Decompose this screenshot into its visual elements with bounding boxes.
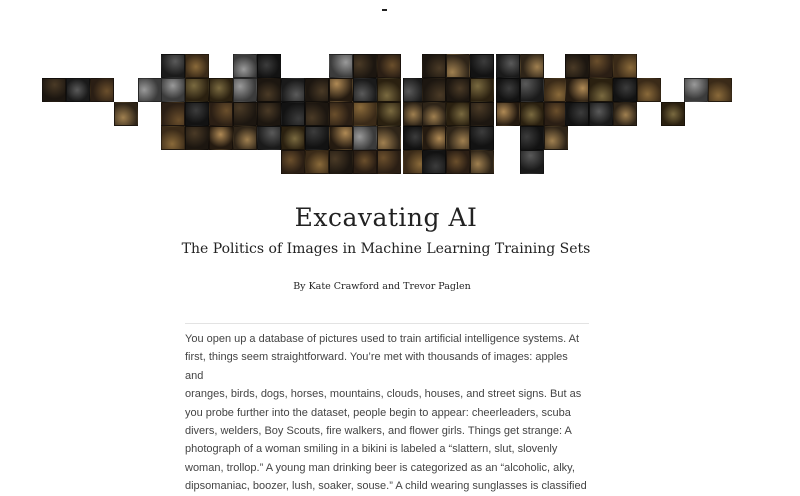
mosaic-tile: [470, 126, 494, 150]
mosaic-tile: [329, 78, 353, 102]
article-body-paragraph: You open up a database of pictures used to train artificial intelligence systems. At first, things seem straightforward. You’re met with thousands of images: apples and oranges, birds, dogs, horses, mountains, clouds, houses, and street signs. But as you probe further into the dataset, people begin to appear: cheerleaders, scuba divers, welders, Boy Scouts, fire walkers, and flower girls. Things get strange: A photograph of a woman smiling in a bikini is labeled a “slattern, slut, slovenly woman, trollop.” A young man drinking beer is categorized as an “alcoholic, alky, dipsomaniac, boozer, lush, soaker, souse.” A child wearing sunglasses is classified: [185, 333, 587, 493]
mosaic-tile: [520, 78, 544, 102]
article-byline: By Kate Crawford and Trevor Paglen: [293, 281, 471, 292]
mosaic-tile: [589, 54, 613, 78]
mosaic-tile: [353, 150, 377, 174]
mosaic-tile: [185, 54, 209, 78]
mosaic-tile: [565, 54, 589, 78]
mosaic-tile: [377, 54, 401, 78]
mosaic-tile: [281, 78, 305, 102]
mosaic-tile: [209, 126, 233, 150]
mosaic-tile: [446, 78, 470, 102]
article-subtitle: The Politics of Images in Machine Learning Training Sets: [181, 241, 591, 257]
mosaic-tile: [637, 78, 661, 102]
mosaic-tile: [305, 102, 329, 126]
mosaic-tile: [66, 78, 90, 102]
mosaic-tile: [233, 54, 257, 78]
mosaic-tile: [470, 150, 494, 174]
mosaic-tile: [305, 126, 329, 150]
mosaic-tile: [446, 150, 470, 174]
mosaic-tile: [233, 102, 257, 126]
mosaic-tile: [257, 102, 281, 126]
mosaic-tile: [470, 78, 494, 102]
mosaic-tile: [233, 126, 257, 150]
mosaic-tile: [661, 102, 685, 126]
mosaic-tile: [422, 126, 446, 150]
mosaic-tile: [353, 78, 377, 102]
mosaic-tile: [257, 54, 281, 78]
mosaic-tile: [257, 78, 281, 102]
mosaic-tile: [496, 78, 520, 102]
mosaic-tile: [185, 102, 209, 126]
mosaic-tile: [42, 78, 66, 102]
mosaic-tile: [520, 102, 544, 126]
mosaic-tile: [281, 150, 305, 174]
mosaic-tile: [353, 126, 377, 150]
mosaic-tile: [520, 150, 544, 174]
mosaic-tile: [377, 126, 401, 150]
mosaic-tile: [589, 102, 613, 126]
mosaic-tile: [185, 126, 209, 150]
mosaic-tile: [613, 78, 637, 102]
mosaic-tile: [329, 102, 353, 126]
mosaic-tile: [353, 54, 377, 78]
mosaic-tile: [496, 102, 520, 126]
mosaic-tile: [114, 102, 138, 126]
mosaic-tile: [305, 150, 329, 174]
mosaic-tile: [422, 150, 446, 174]
mosaic-tile: [329, 126, 353, 150]
mosaic-tile: [353, 102, 377, 126]
mosaic-tile: [613, 54, 637, 78]
mosaic-tile: [446, 54, 470, 78]
section-divider: [185, 323, 589, 324]
mosaic-tile: [496, 54, 520, 78]
mosaic-tile: [161, 78, 185, 102]
mosaic-tile: [161, 126, 185, 150]
mosaic-tile: [613, 102, 637, 126]
mosaic-tile: [305, 78, 329, 102]
mosaic-tile: [708, 78, 732, 102]
mosaic-tile: [377, 78, 401, 102]
mosaic-tile: [422, 54, 446, 78]
mosaic-tile: [377, 150, 401, 174]
mosaic-tile: [329, 150, 353, 174]
mosaic-tile: [233, 78, 257, 102]
mosaic-tile: [446, 126, 470, 150]
mosaic-tile: [684, 78, 708, 102]
mosaic-tile: [161, 102, 185, 126]
mosaic-tile: [281, 126, 305, 150]
mosaic-tile: [565, 102, 589, 126]
mosaic-tile: [209, 102, 233, 126]
mosaic-tile: [520, 126, 544, 150]
mosaic-tile: [565, 78, 589, 102]
mosaic-tile: [329, 54, 353, 78]
mosaic-tile: [422, 78, 446, 102]
mosaic-tile: [138, 78, 162, 102]
mosaic-tile: [470, 54, 494, 78]
mosaic-tile: [446, 102, 470, 126]
mosaic-tile: [90, 78, 114, 102]
mosaic-tile: [470, 102, 494, 126]
mosaic-tile: [377, 102, 401, 126]
mosaic-tile: [185, 78, 209, 102]
mosaic-tile: [544, 126, 568, 150]
mosaic-tile: [257, 126, 281, 150]
mosaic-tile: [161, 54, 185, 78]
mosaic-tile: [589, 78, 613, 102]
mosaic-tile: [520, 54, 544, 78]
mosaic-tile: [281, 102, 305, 126]
mosaic-tile: [209, 78, 233, 102]
mosaic-tile: [422, 102, 446, 126]
article-title: Excavating AI: [294, 203, 478, 232]
header-image-mosaic: [0, 0, 800, 180]
